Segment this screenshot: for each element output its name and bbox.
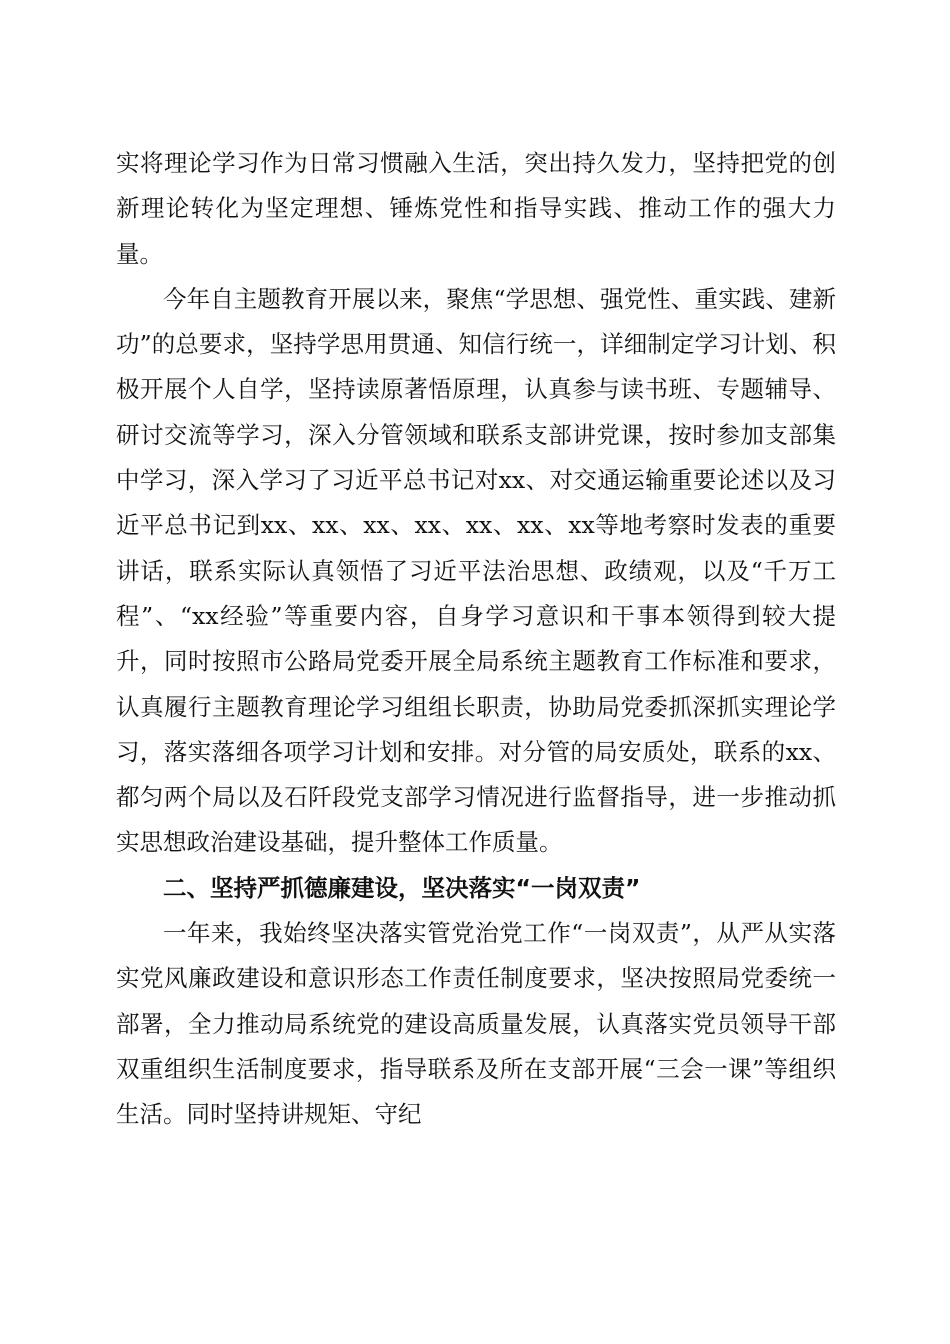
section-heading: 二、坚持严抓德廉建设，坚决落实“一岗双责” — [163, 873, 641, 902]
paragraph-responsibility: 一年来，我始终坚决落实管党治党工作“一岗双责”，从严从实落实党风廉政建设和意识形态工作责任制度要求，坚决按照局党委统一部署，全力推动局系统党的建设高质量发展，认真落实党员领导干部双重组织生活制度要求，指导联系及所在支部开展“三会一课”等组织生活。同时坚持讲规矩、守纪 — [116, 919, 836, 1129]
document-body — [116, 141, 836, 1138]
paragraph-study: 今年自主题教育开展以来，聚焦“学思想、强党性、重实践、建新功”的总要求，坚持学思用贯通、知信行统一，详细制定学习计划、积极开展个人自学，坚持读原著悟原理，认真参与读书班、专题辅导、研讨交流等学习，深入分管领域和联系支部讲党课，按时参加支部集中学习，深入学习了习近平总书记对xx、对交通运输重要论述以及习近平总书记到xx、xx、xx、xx、xx、xx、xx等地考察时发表的重要讲话，联系实际认真领悟了习近平法治思想、政绩观，以及“千万工程”、“xx经验”等重要内容，自身学习意识和干事本领得到较大提升，同时按照市公路局党委开展全局系统主题教育工作标准和要求，认真履行主题教育理论学习组组长职责，协助局党委抓深抓实理论学习，落实落细各项学习计划和安排。对分管的局安质处，联系的xx、都匀两个局以及石阡段党支部学习情况进行监督指导，进一步推动抓实思想政治建设基础，提升整体工作质量。 — [116, 284, 836, 857]
paragraph-continued: 实将理论学习作为日常习惯融入生活，突出持久发力，坚持把党的创新理论转化为坚定理想、锤炼党性和指导实践、推动工作的强大力量。 — [116, 149, 836, 268]
